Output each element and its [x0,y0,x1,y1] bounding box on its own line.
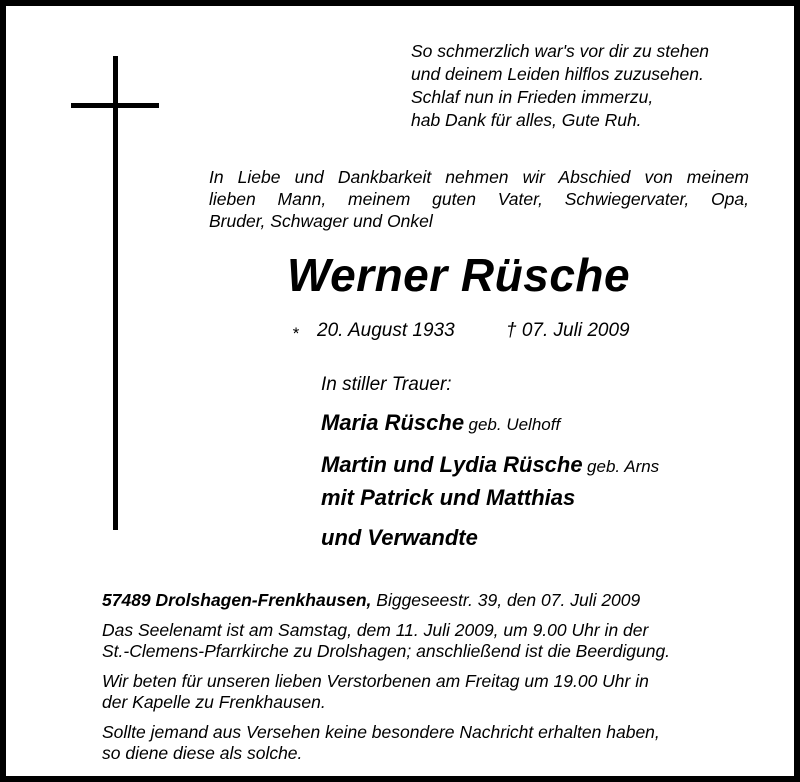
prayer-line: Wir beten für unseren lieben Verstorbenen am Freitag um 19.00 Uhr in [102,671,649,691]
mourner-name: Maria Rüsche [321,410,465,435]
funeral-line: St.-Clemens-Pfarrkirche zu Drolshagen; anschließend ist die Beerdigung. [102,641,671,661]
deceased-name: Werner Rüsche [287,249,631,301]
mourner-maiden-name: geb. Arns [587,457,660,476]
poem [411,40,709,132]
cross-vertical-bar [113,56,118,530]
funeral-paragraph [102,620,742,662]
intro-line: Bruder, Schwager und Onkel [209,211,433,231]
address-line [102,590,742,611]
mourner-name: und Verwandte [321,525,478,550]
funeral-line: Das Seelenamt ist am Samstag, dem 11. Juli 2009, um 9.00 Uhr in der [102,620,649,640]
poem-line: So schmerzlich war's vor dir zu stehen [411,41,710,61]
location: 57489 Drolshagen-Frenkhausen, [102,590,372,610]
death-date: † 07. Juli 2009 [506,320,630,341]
footer-info [102,590,742,773]
notice-paragraph [102,722,742,764]
mourner-maiden-name: geb. Uelhoff [468,415,561,434]
intro-line: lieben Mann, meinem guten Vater, Schwiegervater, Opa, [209,189,749,209]
mourner-entry [321,452,659,478]
intro-line: In Liebe und Dankbarkeit nehmen wir Abschied von meinem [209,167,749,187]
mourner-name: Martin und Lydia Rüsche [321,452,583,477]
notice-line: so diene diese als solche. [102,743,303,763]
mourner-name: mit Patrick und Matthias [321,485,576,510]
prayer-line: der Kapelle zu Frenkhausen. [102,692,326,712]
notice-line: Sollte jemand aus Versehen keine besondere Nachricht erhalten haben, [102,722,660,742]
address-date: Biggeseestr. 39, den 07. Juli 2009 [376,590,641,610]
poem-line: und deinem Leiden hilflos zuzusehen. [411,64,704,84]
poem-line: hab Dank für alles, Gute Ruh. [411,110,642,130]
prayer-paragraph [102,671,742,713]
intro-text [209,166,749,232]
mourner-entry [321,525,478,551]
cross-horizontal-bar [71,103,159,108]
poem-line: Schlaf nun in Frieden immerzu, [411,87,654,107]
mourner-entry [321,485,575,511]
mourners-label: In stiller Trauer: [321,374,452,395]
birth-date: 20. August 1933 [317,320,455,341]
birth-symbol: * [292,324,299,343]
mourner-entry [321,410,560,436]
